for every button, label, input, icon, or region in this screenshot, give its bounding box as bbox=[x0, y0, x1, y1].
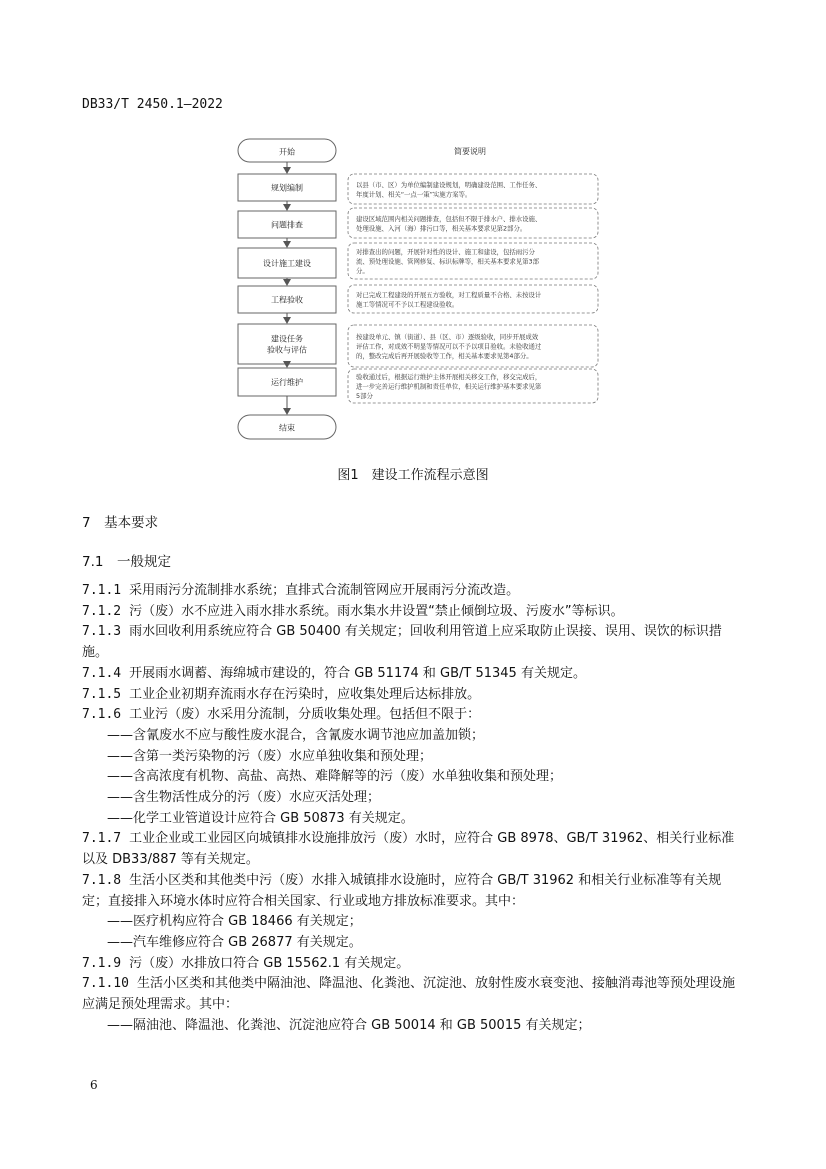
process-label: 工程验收 bbox=[271, 295, 303, 305]
note-text: 施工等情况可不予以工程建设验收。 bbox=[356, 300, 459, 309]
clause-number: 7.1.8 bbox=[82, 872, 122, 888]
paragraph bbox=[82, 622, 742, 663]
process-label: 运行维护 bbox=[271, 378, 303, 387]
process-label: 规划编制 bbox=[271, 183, 303, 193]
process-box bbox=[238, 324, 336, 364]
note-text: 流、预处理设施、管网修复、标识标牌等，相关基本要求见第3部 bbox=[356, 257, 540, 266]
clause-number: 7.1.9 bbox=[82, 955, 122, 971]
paragraph bbox=[82, 685, 742, 706]
note-column-title: 简要说明 bbox=[454, 147, 486, 156]
end-label: 结束 bbox=[279, 423, 295, 433]
paragraph-text: ——隔油池、降温池、化粪池、沉淀池应符合 GB 50014 和 GB 50015 有关规定； bbox=[107, 1017, 591, 1033]
paragraph-text: ——汽车维修应符合 GB 26877 有关规定。 bbox=[107, 934, 362, 950]
note-text: 以县（市、区）为单位编制建设规划，明确建设范围、工作任务、 bbox=[356, 180, 542, 189]
figure-caption: 图1 建设工作流程示意图 bbox=[337, 468, 489, 483]
paragraph-text: 工业污（废）水采用分流制，分质收集处理。包括但不限于： bbox=[129, 707, 481, 723]
note-box bbox=[348, 285, 598, 313]
page-number: 6 bbox=[90, 1078, 98, 1092]
note-text: 5部分 bbox=[356, 392, 373, 400]
note-box bbox=[348, 208, 598, 238]
paragraph bbox=[82, 602, 742, 623]
paragraph-text: 污（废）水不应进入雨水排水系统。雨水集水井设置“禁止倾倒垃圾、污废水”等标识。 bbox=[129, 603, 624, 619]
paragraph-text: 雨水回收利用系统应符合 GB 50400 有关规定；回收利用管道上应采取防止误接、误用、误饮的标识措施。 bbox=[82, 624, 722, 661]
process-label: 建设任务 bbox=[271, 334, 303, 344]
note-text: 分。 bbox=[356, 267, 369, 275]
clause-number: 7.1.4 bbox=[82, 665, 122, 681]
paragraph-text: ——含高浓度有机物、高盐、高热、难降解等的污（废）水单独收集和预处理； bbox=[107, 769, 563, 785]
paragraph bbox=[82, 767, 742, 788]
paragraph-text: ——含第一类污染物的污（废）水应单独收集和预处理； bbox=[107, 748, 433, 764]
body-text bbox=[82, 581, 742, 1036]
paragraph-text: ——化学工业管道设计应符合 GB 50873 有关规定。 bbox=[107, 810, 414, 826]
paragraph bbox=[82, 747, 742, 768]
paragraph bbox=[82, 829, 742, 870]
paragraph bbox=[82, 974, 742, 1015]
paragraph bbox=[82, 726, 742, 747]
note-box bbox=[348, 174, 598, 204]
start-label: 开始 bbox=[279, 147, 295, 157]
paragraph-text: 生活小区类和其他类中污（废）水排入城镇排水设施时，应符合 GB/T 31962 和相关行业标准等有关规定；直接排入环境水体时应符合相关国家、行业或地方排放标准要求。其中： bbox=[82, 872, 722, 909]
process-label: 问题排查 bbox=[271, 220, 303, 230]
clause-number: 7.1.5 bbox=[82, 686, 122, 702]
paragraph bbox=[82, 954, 742, 975]
paragraph bbox=[82, 705, 742, 726]
paragraph bbox=[82, 871, 742, 912]
paragraph bbox=[82, 581, 742, 602]
section-heading-7-1: 7.1 一般规定 bbox=[82, 554, 171, 570]
clause-number: 7.1.3 bbox=[82, 624, 122, 640]
paragraph-text: ——含生物活性成分的污（废）水应灭活处理； bbox=[107, 790, 381, 806]
process-label: 验收与评估 bbox=[267, 345, 307, 355]
flowchart bbox=[0, 0, 826, 460]
clause-number: 7.1.2 bbox=[82, 603, 122, 619]
paragraph-text: 工业企业或工业园区向城镇排水设施排放污（废）水时，应符合 GB 8978、GB/T 31962、相关行业标准以及 DB33/887 等有关规定。 bbox=[82, 831, 735, 868]
note-text: 的，整改完成后再开展验收等工作，相关基本要求见第4部分。 bbox=[356, 352, 533, 360]
paragraph-text: ——含氰废水不应与酸性废水混合，含氰废水调节池应加盖加锁； bbox=[107, 727, 485, 743]
paragraph bbox=[82, 809, 742, 830]
note-text: 年度计划、相关“一点一策”实施方案等。 bbox=[356, 190, 472, 199]
section-heading-7: 7 基本要求 bbox=[82, 515, 159, 531]
note-text: 评估工作，对成效不明显等情况可以不予以项目验收。未验收通过 bbox=[356, 342, 542, 351]
note-text: 进一步完善运行维护机制和责任单位，相关运行维护基本要求见第 bbox=[356, 382, 542, 391]
paragraph-text: 采用雨污分流制排水系统；直排式合流制管网应开展雨污分流改造。 bbox=[129, 583, 520, 598]
paragraph bbox=[82, 664, 742, 685]
document-header: DB33/T 2450.1—2022 bbox=[82, 97, 223, 112]
paragraph-text: 污（废）水排放口符合 GB 15562.1 有关规定。 bbox=[129, 955, 410, 971]
note-text: 对排查出的问题，开展针对性的设计、施工和建设，包括雨污分 bbox=[356, 248, 535, 256]
paragraph-text: ——医疗机构应符合 GB 18466 有关规定； bbox=[107, 914, 362, 930]
note-text: 处理设施、入河（海）排污口等，相关基本要求见第2部分。 bbox=[356, 224, 527, 233]
clause-number: 7.1.10 bbox=[82, 976, 129, 992]
note-text: 对已完成工程建设的开展五方验收，对工程质量不合格、未按设计 bbox=[356, 290, 542, 299]
process-label: 设计施工建设 bbox=[263, 259, 311, 268]
paragraph-text: 工业企业初期弃流雨水存在污染时，应收集处理后达标排放。 bbox=[129, 686, 481, 702]
paragraph-text: 开展雨水调蓄、海绵城市建设的，符合 GB 51174 和 GB/T 51345 有关规定。 bbox=[129, 665, 586, 681]
paragraph bbox=[82, 912, 742, 933]
clause-number: 7.1.1 bbox=[82, 583, 122, 598]
paragraph bbox=[82, 933, 742, 954]
clause-number: 7.1.6 bbox=[82, 707, 122, 723]
paragraph bbox=[82, 1016, 742, 1037]
paragraph-text: 生活小区类和其他类中隔油池、降温池、化粪池、沉淀池、放射性废水衰变池、接触消毒池等预处理设施应满足预处理需求。其中： bbox=[82, 976, 735, 1013]
note-text: 建设区域范围内相关问题排查，包括但不限于排水户、排水设施、 bbox=[356, 214, 542, 223]
clause-number: 7.1.7 bbox=[82, 831, 122, 847]
paragraph bbox=[82, 788, 742, 809]
note-text: 按建设单元、镇（街道）、县（区、市）逐级验收，同步开展成效 bbox=[356, 333, 539, 341]
note-text: 验收通过后，根据运行维护主体开展相关移交工作，移交完成后， bbox=[356, 373, 542, 381]
